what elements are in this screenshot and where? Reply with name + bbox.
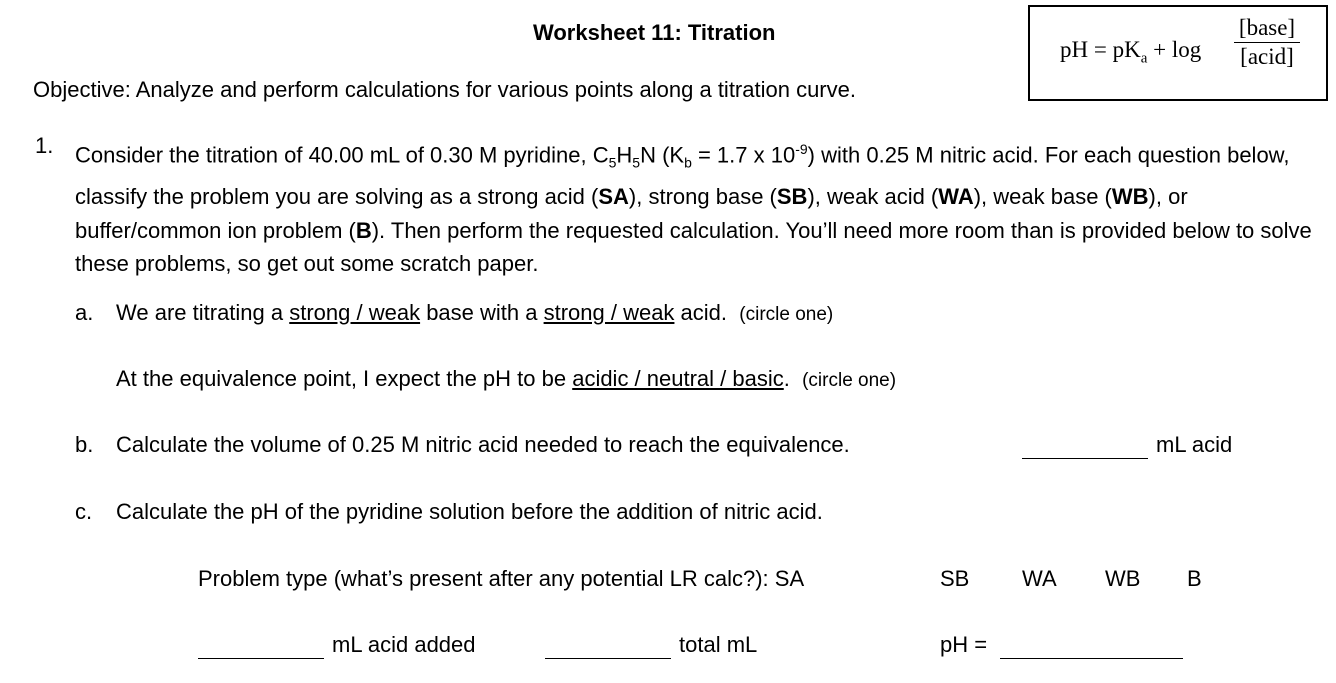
part-b-letter: b. xyxy=(75,432,94,457)
problem-type-option-wa[interactable]: WA xyxy=(1022,566,1057,591)
problem-type-option-b[interactable]: B xyxy=(1187,566,1202,591)
part-a-equivalence-question: At the equivalence point, I expect the pH to be acidic / neutral / basic. (circle one) xyxy=(116,366,897,391)
page-title: Worksheet 11: Titration xyxy=(533,20,776,45)
part-b-question: Calculate the volume of 0.25 M nitric acid needed to reach the equivalence. xyxy=(116,432,850,457)
part-a-question: We are titrating a strong / weak base with a strong / weak acid. (circle one) xyxy=(116,300,834,325)
total-ml-blank[interactable] xyxy=(545,636,671,659)
acid-added-label: mL acid added xyxy=(332,632,476,657)
volume-answer-blank[interactable] xyxy=(1022,436,1148,459)
henderson-hasselbalch-formula-box xyxy=(1028,5,1328,101)
strength-choice-base[interactable]: strong / weak xyxy=(289,300,421,325)
ph-label: pH = xyxy=(940,632,988,657)
ph-answer-blank[interactable] xyxy=(1000,636,1183,659)
problem-type-option-sb[interactable]: SB xyxy=(940,566,970,591)
objective-text: Objective: Analyze and perform calculations for various points along a titration curve. xyxy=(33,77,856,102)
acid-added-blank[interactable] xyxy=(198,636,324,659)
problem-type-option-wb[interactable]: WB xyxy=(1105,566,1141,591)
formula-fraction xyxy=(1234,15,1300,70)
formula-numerator: [base] xyxy=(1234,15,1300,43)
question-number: 1. xyxy=(35,133,54,158)
problem-type-label: Problem type (what’s present after any potential LR calc?): SA xyxy=(198,566,805,591)
part-c-letter: c. xyxy=(75,499,93,524)
ph-choice[interactable]: acidic / neutral / basic xyxy=(572,366,784,391)
part-b-unit: mL acid xyxy=(1156,432,1233,457)
formula-lhs: pH = $pK_a + \log$ xyxy=(1060,37,1202,67)
total-ml-label: total mL xyxy=(679,632,758,657)
part-a-letter: a. xyxy=(75,300,94,325)
strength-choice-acid[interactable]: strong / weak xyxy=(543,300,675,325)
part-c-question: Calculate the pH of the pyridine solution before the addition of nitric acid. xyxy=(116,499,823,524)
formula-denominator: [acid] xyxy=(1240,44,1294,69)
question-1-text: Consider the titration of 40.00 mL of 0.30 M pyridine, $C_5H_5N$ ($K_b = 1.7$ x $10^{-9}$) with 0.25 M nitric acid. For each question below, classify the problem you are solving as a strong acid (SA), strong base (SB), weak acid (WA), weak base (WB), or buffer/common ion problem (B). Then perform the requested calculation. You’ll need more room than is provided below to solve these problems, so get out some scratch paper. xyxy=(75,141,1312,277)
